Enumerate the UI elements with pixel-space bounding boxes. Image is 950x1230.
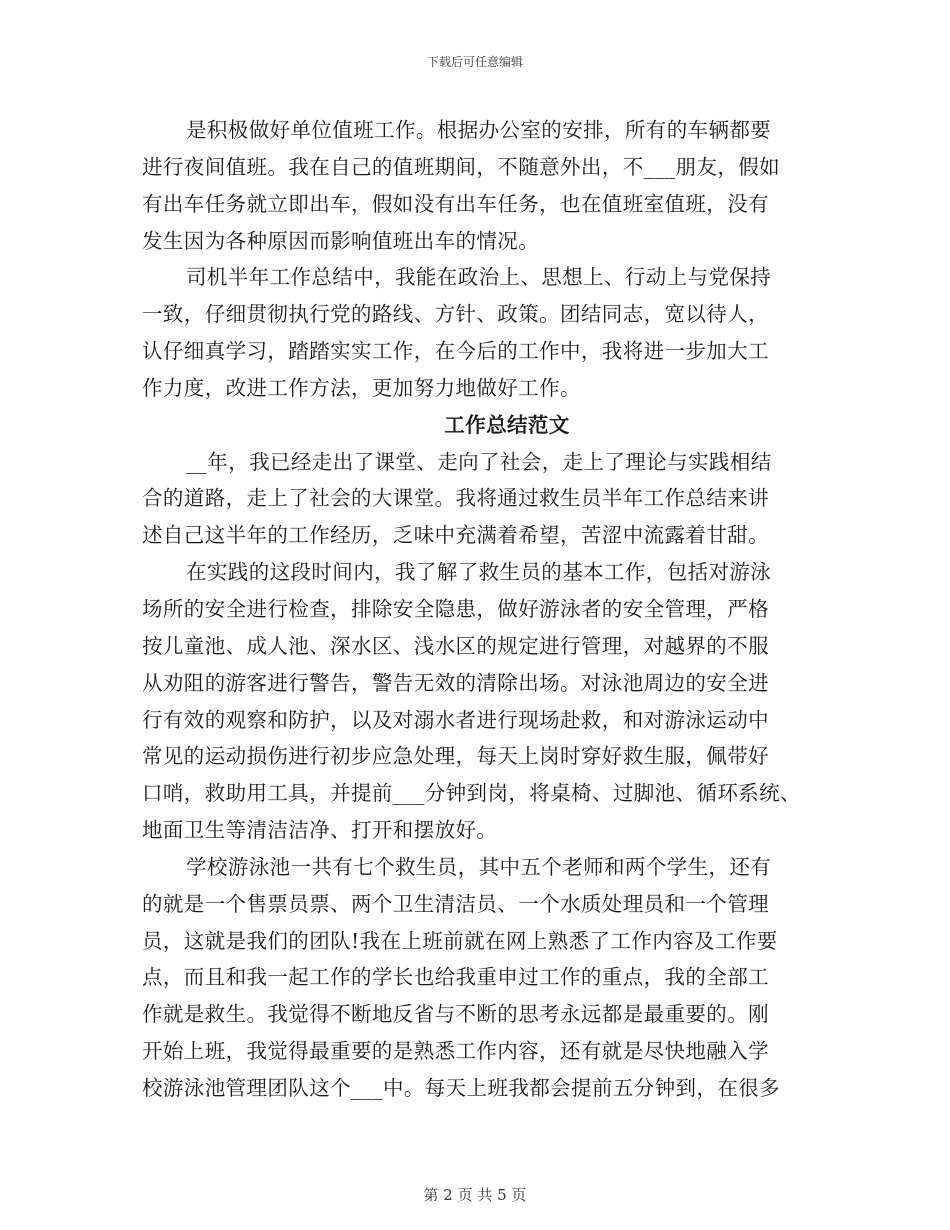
text-line: 口哨，救助用工具，并提前___分钟到岗，将桌椅、过脚池、循环系统、 [142,781,801,806]
text-line: 从劝阻的游客进行警告，警告无效的清除出场。对泳池周边的安全进 [142,670,769,695]
text-line: 发生因为各种原因而影响值班出车的情况。 [142,228,540,253]
text-line: 点，而且和我一起工作的学长也给我重申过工作的重点，我的全部工 [142,965,769,990]
text-line: 员，这就是我们的团队!我在上班前就在网上熟悉了工作内容及工作要 [142,928,778,953]
text-line: 作力度，改进工作方法，更加努力地做好工作。 [142,375,581,400]
text-line: 司机半年工作总结中，我能在政治上、思想上、行动上与党保持 [186,265,772,290]
document-body [142,112,832,1107]
page-header: 下载后可任意编辑 [426,55,523,69]
text-line: 行有效的观察和防护，以及对溺水者进行现场赴救，和对游泳运动中 [142,707,769,732]
section-title: 工作总结范文 [444,412,570,437]
text-line: 作就是救生。我觉得不断地反省与不断的思考永远都是最重要的。刚 [142,1002,769,1027]
text-line: 述自己这半年的工作经历，乏味中充满着希望，苦涩中流露着甘甜。 [142,523,769,548]
text-line: 有出车任务就立即出车，假如没有出车任务，也在值班室值班，没有 [142,191,769,216]
text-line: 学校游泳池一共有七个救生员，其中五个老师和两个学生，还有 [186,854,772,879]
text-line: 地面卫生等清洁洁净、打开和摆放好。 [142,818,498,843]
text-line: 合的道路，走上了社会的大课堂。我将通过救生员半年工作总结来讲 [142,486,769,511]
text-line: 进行夜间值班。我在自己的值班期间，不随意外出，不___朋友，假如 [142,154,781,179]
page-footer: 第 2 页 共 5 页 [423,1186,527,1204]
text-line: 校游泳池管理团队这个___中。每天上班我都会提前五分钟到，在很多 [142,1075,781,1100]
text-line: 常见的运动损伤进行初步应急处理，每天上岗时穿好救生服，佩带好 [142,744,769,769]
text-line: 在实践的这段时间内，我了解了救生员的基本工作，包括对游泳 [186,560,772,585]
text-line: 开始上班，我觉得最重要的是熟悉工作内容，还有就是尽快地融入学 [142,1039,769,1064]
text-line: 按儿童池、成人池、深水区、浅水区的规定进行管理，对越界的不服 [142,633,769,658]
text-line: 认仔细真学习，踏踏实实工作，在今后的工作中，我将进一步加大工 [142,339,769,364]
text-line: 的就是一个售票员票、两个卫生清洁员、一个水质处理员和一个管理 [142,891,769,916]
text-line: __年，我已经走出了课堂、走向了社会，走上了理论与实践相结 [186,449,772,474]
text-line: 一致，仔细贯彻执行党的路线、方针、政策。团结同志，宽以待人， [142,302,769,327]
text-line: 场所的安全进行检查，排除安全隐患，做好游泳者的安全管理，严格 [142,596,769,621]
text-line: 是积极做好单位值班工作。根据办公室的安排，所有的车辆都要 [186,118,772,142]
